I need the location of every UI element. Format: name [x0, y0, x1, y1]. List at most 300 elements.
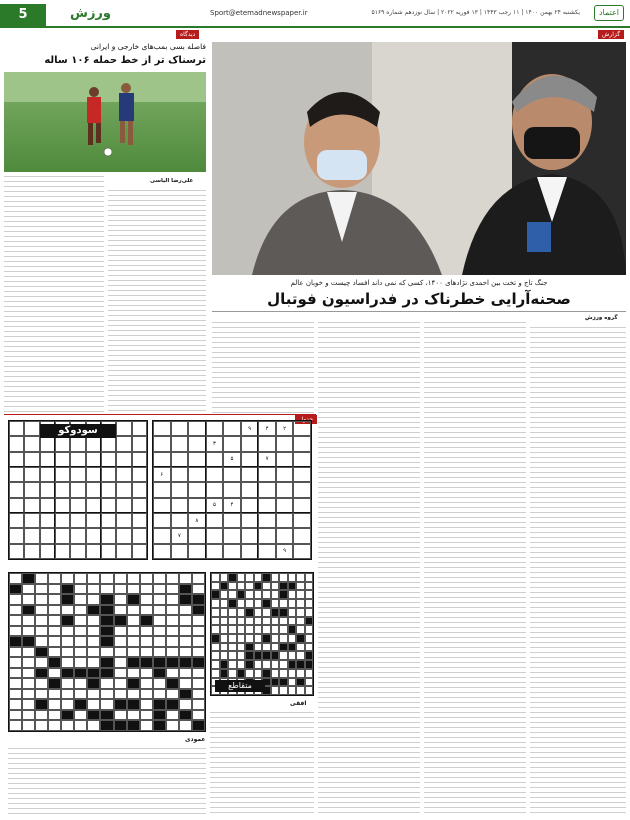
- sudoku-cell[interactable]: [241, 498, 259, 513]
- crossword-cell[interactable]: [74, 584, 87, 595]
- crossword-cell[interactable]: [192, 584, 205, 595]
- sudoku-cell[interactable]: [171, 482, 189, 497]
- crossword-cell[interactable]: [153, 710, 166, 721]
- crossword-cell[interactable]: [279, 686, 288, 695]
- sudoku-cell[interactable]: ۵: [223, 452, 241, 467]
- sudoku-cell[interactable]: [24, 452, 39, 467]
- crossword-cell[interactable]: [279, 582, 288, 591]
- sudoku-cell[interactable]: [55, 436, 70, 451]
- crossword-cell[interactable]: [153, 605, 166, 616]
- crossword-cell[interactable]: [254, 617, 263, 626]
- crossword-cell[interactable]: [271, 599, 280, 608]
- crossword-cell[interactable]: [179, 668, 192, 679]
- crossword-cell[interactable]: [237, 651, 246, 660]
- sudoku-cell[interactable]: [293, 513, 311, 528]
- crossword-cell[interactable]: [245, 651, 254, 660]
- crossword-cell[interactable]: [100, 594, 113, 605]
- crossword-cell[interactable]: [35, 626, 48, 637]
- crossword-cell[interactable]: [262, 590, 271, 599]
- crossword-cell[interactable]: [271, 669, 280, 678]
- crossword-cell[interactable]: [179, 689, 192, 700]
- crossword-cell[interactable]: [211, 617, 220, 626]
- crossword-cell[interactable]: [140, 636, 153, 647]
- crossword-cell[interactable]: [211, 573, 220, 582]
- crossword-cell[interactable]: [9, 615, 22, 626]
- sudoku-cell[interactable]: [276, 467, 294, 482]
- crossword-cell[interactable]: [166, 668, 179, 679]
- crossword-cell[interactable]: [288, 582, 297, 591]
- crossword-cell[interactable]: [9, 689, 22, 700]
- sudoku-cell[interactable]: [70, 498, 85, 513]
- crossword-cell[interactable]: [22, 689, 35, 700]
- crossword-cell[interactable]: [9, 699, 22, 710]
- crossword-cell[interactable]: [271, 643, 280, 652]
- crossword-cell[interactable]: [296, 573, 305, 582]
- crossword-cell[interactable]: [9, 594, 22, 605]
- crossword-cell[interactable]: [179, 615, 192, 626]
- sudoku-cell[interactable]: [206, 467, 224, 482]
- crossword-cell[interactable]: [254, 599, 263, 608]
- crossword-cell[interactable]: [228, 590, 237, 599]
- sudoku-cell[interactable]: [132, 482, 147, 497]
- sudoku-cell[interactable]: [258, 513, 276, 528]
- sudoku-cell[interactable]: [188, 436, 206, 451]
- crossword-cell[interactable]: [305, 625, 314, 634]
- crossword-cell[interactable]: [245, 634, 254, 643]
- sudoku-cell[interactable]: ۲: [276, 421, 294, 436]
- crossword-cell[interactable]: [61, 668, 74, 679]
- sudoku-cell[interactable]: [223, 467, 241, 482]
- crossword-cell[interactable]: [153, 699, 166, 710]
- crossword-cell[interactable]: [100, 647, 113, 658]
- crossword-cell[interactable]: [296, 643, 305, 652]
- crossword-cell[interactable]: [211, 590, 220, 599]
- sudoku-cell[interactable]: ۶: [153, 467, 171, 482]
- sudoku-cell[interactable]: [101, 498, 116, 513]
- crossword-cell[interactable]: [245, 625, 254, 634]
- sudoku-cell[interactable]: [86, 498, 101, 513]
- sudoku-cell[interactable]: [132, 436, 147, 451]
- sudoku-cell[interactable]: ۹: [241, 421, 259, 436]
- sudoku-cell[interactable]: [116, 452, 131, 467]
- crossword-cell[interactable]: [192, 657, 205, 668]
- sudoku-cell[interactable]: [132, 452, 147, 467]
- crossword-cell[interactable]: [100, 657, 113, 668]
- sudoku-cell[interactable]: [86, 452, 101, 467]
- crossword-cell[interactable]: [87, 615, 100, 626]
- crossword-cell[interactable]: [254, 669, 263, 678]
- crossword-cell[interactable]: [245, 660, 254, 669]
- crossword-cell[interactable]: [87, 710, 100, 721]
- crossword-cell[interactable]: [211, 608, 220, 617]
- crossword-cell[interactable]: [254, 625, 263, 634]
- crossword-cell[interactable]: [87, 605, 100, 616]
- sudoku-cell[interactable]: [241, 436, 259, 451]
- crossword-cell[interactable]: [220, 590, 229, 599]
- crossword-cell[interactable]: [114, 678, 127, 689]
- sudoku-cell[interactable]: [116, 436, 131, 451]
- sudoku-cell[interactable]: [70, 513, 85, 528]
- crossword-cell[interactable]: [288, 617, 297, 626]
- crossword-cell[interactable]: [237, 634, 246, 643]
- crossword-cell[interactable]: [100, 636, 113, 647]
- crossword-cell[interactable]: [35, 615, 48, 626]
- crossword-cell[interactable]: [114, 668, 127, 679]
- crossword-cell[interactable]: [74, 636, 87, 647]
- crossword-cell[interactable]: [140, 573, 153, 584]
- crossword-cell[interactable]: [140, 678, 153, 689]
- crossword-cell[interactable]: [127, 594, 140, 605]
- sudoku-cell[interactable]: [293, 544, 311, 559]
- crossword-cell[interactable]: [22, 699, 35, 710]
- sudoku-cell[interactable]: [132, 421, 147, 436]
- crossword-cell[interactable]: [237, 617, 246, 626]
- crossword-cell[interactable]: [271, 634, 280, 643]
- crossword-cell[interactable]: [220, 643, 229, 652]
- crossword-cell[interactable]: [127, 720, 140, 731]
- sudoku-cell[interactable]: ۹: [276, 544, 294, 559]
- crossword-cell[interactable]: [61, 626, 74, 637]
- crossword-cell[interactable]: [87, 689, 100, 700]
- crossword-cell[interactable]: [305, 660, 314, 669]
- crossword-cell[interactable]: [48, 626, 61, 637]
- crossword-cell[interactable]: [74, 594, 87, 605]
- crossword-cell[interactable]: [61, 636, 74, 647]
- crossword-cell[interactable]: [279, 660, 288, 669]
- crossword-cell[interactable]: [271, 686, 280, 695]
- crossword-cell[interactable]: [279, 669, 288, 678]
- crossword-cell[interactable]: [237, 625, 246, 634]
- crossword-cell[interactable]: [211, 582, 220, 591]
- sudoku-cell[interactable]: [116, 482, 131, 497]
- crossword-cell[interactable]: [288, 599, 297, 608]
- crossword-cell[interactable]: [179, 626, 192, 637]
- crossword-cell[interactable]: [74, 689, 87, 700]
- sudoku-cell[interactable]: [55, 482, 70, 497]
- sudoku-grid-right[interactable]: [152, 420, 312, 560]
- sudoku-cell[interactable]: [241, 452, 259, 467]
- crossword-cell[interactable]: [288, 608, 297, 617]
- sudoku-cell[interactable]: [293, 452, 311, 467]
- crossword-cell[interactable]: [296, 625, 305, 634]
- crossword-cell[interactable]: [22, 710, 35, 721]
- crossword-cell[interactable]: [279, 573, 288, 582]
- sudoku-cell[interactable]: [171, 498, 189, 513]
- crossword-cell[interactable]: [237, 599, 246, 608]
- sudoku-cell[interactable]: [9, 498, 24, 513]
- crossword-cell[interactable]: [192, 636, 205, 647]
- crossword-cell[interactable]: [100, 615, 113, 626]
- crossword-cell[interactable]: [211, 625, 220, 634]
- sudoku-cell[interactable]: [24, 436, 39, 451]
- crossword-cell[interactable]: [114, 573, 127, 584]
- crossword-cell[interactable]: [127, 668, 140, 679]
- sudoku-cell[interactable]: [70, 528, 85, 543]
- sudoku-cell[interactable]: [241, 544, 259, 559]
- sudoku-cell[interactable]: [276, 452, 294, 467]
- sudoku-cell[interactable]: [40, 452, 55, 467]
- crossword-cell[interactable]: [166, 573, 179, 584]
- sudoku-cell[interactable]: [116, 528, 131, 543]
- crossword-cell[interactable]: [127, 647, 140, 658]
- crossword-cell[interactable]: [153, 615, 166, 626]
- sudoku-cell[interactable]: [258, 498, 276, 513]
- sudoku-cell[interactable]: [171, 421, 189, 436]
- crossword-cell[interactable]: [305, 573, 314, 582]
- sudoku-cell[interactable]: ۵: [206, 498, 224, 513]
- sudoku-cell[interactable]: [40, 528, 55, 543]
- crossword-cell[interactable]: [179, 647, 192, 658]
- sudoku-cell[interactable]: [188, 544, 206, 559]
- crossword-cell[interactable]: [48, 657, 61, 668]
- crossword-cell[interactable]: [22, 584, 35, 595]
- crossword-cell[interactable]: [114, 720, 127, 731]
- sudoku-cell[interactable]: [188, 482, 206, 497]
- sudoku-cell[interactable]: [86, 528, 101, 543]
- sudoku-cell[interactable]: [132, 544, 147, 559]
- crossword-cell[interactable]: [127, 605, 140, 616]
- crossword-cell[interactable]: [228, 573, 237, 582]
- crossword-cell[interactable]: [166, 584, 179, 595]
- sudoku-cell[interactable]: [258, 436, 276, 451]
- crossword-cell[interactable]: [74, 573, 87, 584]
- crossword-cell[interactable]: [140, 647, 153, 658]
- crossword-cell[interactable]: [228, 669, 237, 678]
- sudoku-cell[interactable]: [55, 513, 70, 528]
- crossword-cell[interactable]: [35, 699, 48, 710]
- crossword-cell[interactable]: [61, 584, 74, 595]
- crossword-cell[interactable]: [127, 678, 140, 689]
- sudoku-cell[interactable]: [223, 544, 241, 559]
- sudoku-cell[interactable]: [188, 528, 206, 543]
- crossword-cell[interactable]: [153, 689, 166, 700]
- crossword-cell[interactable]: [305, 608, 314, 617]
- crossword-cell[interactable]: [228, 608, 237, 617]
- crossword-cell[interactable]: [254, 608, 263, 617]
- sudoku-cell[interactable]: [40, 513, 55, 528]
- crossword-cell[interactable]: [22, 678, 35, 689]
- crossword-cell[interactable]: [87, 584, 100, 595]
- crossword-cell[interactable]: [192, 678, 205, 689]
- sudoku-cell[interactable]: [258, 528, 276, 543]
- crossword-cell[interactable]: [100, 584, 113, 595]
- crossword-cell[interactable]: [22, 657, 35, 668]
- crossword-cell[interactable]: [220, 669, 229, 678]
- crossword-cell[interactable]: [87, 594, 100, 605]
- crossword-cell[interactable]: [220, 608, 229, 617]
- crossword-cell[interactable]: [166, 615, 179, 626]
- crossword-cell[interactable]: [127, 584, 140, 595]
- crossword-cell[interactable]: [245, 669, 254, 678]
- crossword-cell[interactable]: [288, 660, 297, 669]
- sudoku-cell[interactable]: ۴: [223, 498, 241, 513]
- sudoku-cell[interactable]: [86, 544, 101, 559]
- crossword-cell[interactable]: [192, 594, 205, 605]
- crossword-cell[interactable]: [228, 651, 237, 660]
- crossword-cell[interactable]: [87, 720, 100, 731]
- crossword-cell[interactable]: [127, 636, 140, 647]
- crossword-cell[interactable]: [220, 582, 229, 591]
- sudoku-cell[interactable]: [153, 421, 171, 436]
- sudoku-cell[interactable]: ۴: [258, 421, 276, 436]
- crossword-cell[interactable]: [140, 584, 153, 595]
- crossword-cell[interactable]: [127, 689, 140, 700]
- sudoku-cell[interactable]: [223, 436, 241, 451]
- crossword-cell[interactable]: [228, 634, 237, 643]
- crossword-cell[interactable]: [192, 710, 205, 721]
- sudoku-cell[interactable]: [153, 436, 171, 451]
- crossword-cell[interactable]: [9, 636, 22, 647]
- crossword-cell[interactable]: [9, 573, 22, 584]
- crossword-cell[interactable]: [127, 710, 140, 721]
- sudoku-cell[interactable]: [116, 467, 131, 482]
- crossword-cell[interactable]: [211, 651, 220, 660]
- crossword-cell[interactable]: [262, 643, 271, 652]
- sudoku-cell[interactable]: [206, 528, 224, 543]
- sudoku-cell[interactable]: [188, 452, 206, 467]
- crossword-cell[interactable]: [61, 720, 74, 731]
- crossword-cell[interactable]: [61, 710, 74, 721]
- crossword-cell[interactable]: [271, 608, 280, 617]
- crossword-cell[interactable]: [9, 668, 22, 679]
- crossword-cell[interactable]: [48, 594, 61, 605]
- crossword-cell[interactable]: [127, 699, 140, 710]
- crossword-cell[interactable]: [254, 573, 263, 582]
- sudoku-cell[interactable]: [101, 482, 116, 497]
- crossword-cell[interactable]: [296, 617, 305, 626]
- crossword-cell[interactable]: [262, 660, 271, 669]
- crossword-cell[interactable]: [9, 626, 22, 637]
- crossword-cell[interactable]: [179, 594, 192, 605]
- crossword-cell[interactable]: [254, 634, 263, 643]
- sudoku-cell[interactable]: [276, 513, 294, 528]
- crossword-cell[interactable]: [271, 573, 280, 582]
- crossword-cell[interactable]: [114, 626, 127, 637]
- crossword-cell[interactable]: [228, 599, 237, 608]
- crossword-cell[interactable]: [279, 590, 288, 599]
- crossword-cell[interactable]: [279, 678, 288, 687]
- crossword-cell[interactable]: [22, 668, 35, 679]
- sudoku-cell[interactable]: [206, 513, 224, 528]
- crossword-cell[interactable]: [35, 678, 48, 689]
- crossword-cell[interactable]: [114, 584, 127, 595]
- sudoku-cell[interactable]: [24, 498, 39, 513]
- sudoku-cell[interactable]: [276, 482, 294, 497]
- crossword-cell[interactable]: [305, 678, 314, 687]
- crossword-cell[interactable]: [279, 617, 288, 626]
- crossword-cell[interactable]: [237, 660, 246, 669]
- crossword-cell[interactable]: [279, 651, 288, 660]
- crossword-cell[interactable]: [166, 647, 179, 658]
- crossword-cell[interactable]: [220, 573, 229, 582]
- sudoku-cell[interactable]: [293, 436, 311, 451]
- crossword-cell[interactable]: [114, 710, 127, 721]
- crossword-cell[interactable]: [262, 625, 271, 634]
- crossword-cell[interactable]: [35, 668, 48, 679]
- sudoku-grid-left[interactable]: [8, 420, 148, 560]
- sudoku-cell[interactable]: [171, 544, 189, 559]
- crossword-cell[interactable]: [114, 699, 127, 710]
- crossword-cell[interactable]: [22, 647, 35, 658]
- sudoku-cell[interactable]: [132, 513, 147, 528]
- sudoku-cell[interactable]: [276, 498, 294, 513]
- sudoku-cell[interactable]: [40, 498, 55, 513]
- sudoku-cell[interactable]: [9, 482, 24, 497]
- crossword-grid[interactable]: [210, 572, 314, 696]
- crossword-cell[interactable]: [153, 668, 166, 679]
- crossword-cell[interactable]: [192, 720, 205, 731]
- sudoku-cell[interactable]: [153, 513, 171, 528]
- crossword-cell[interactable]: [262, 608, 271, 617]
- crossword-cell[interactable]: [192, 699, 205, 710]
- sudoku-cell[interactable]: [9, 467, 24, 482]
- crossword-cell[interactable]: [74, 678, 87, 689]
- crossword-cell[interactable]: [114, 615, 127, 626]
- sudoku-cell[interactable]: [293, 421, 311, 436]
- crossword-cell[interactable]: [179, 573, 192, 584]
- crossword-cell[interactable]: [22, 636, 35, 647]
- sudoku-cell[interactable]: [70, 436, 85, 451]
- sudoku-cell[interactable]: [153, 482, 171, 497]
- crossword-cell[interactable]: [114, 605, 127, 616]
- crossword-cell[interactable]: [153, 573, 166, 584]
- crossword-cell[interactable]: [262, 582, 271, 591]
- crossword-cell[interactable]: [179, 720, 192, 731]
- crossword-cell[interactable]: [140, 594, 153, 605]
- crossword-cell[interactable]: [262, 634, 271, 643]
- crossword-cell[interactable]: [254, 643, 263, 652]
- crossword-cell[interactable]: [100, 605, 113, 616]
- crossword-cell[interactable]: [245, 573, 254, 582]
- sudoku-cell[interactable]: [258, 482, 276, 497]
- crossword-cell[interactable]: [271, 678, 280, 687]
- crossword-cell[interactable]: [100, 678, 113, 689]
- sudoku-cell[interactable]: [241, 467, 259, 482]
- crossword-cell[interactable]: [296, 582, 305, 591]
- crossword-cell[interactable]: [262, 617, 271, 626]
- crossword-cell[interactable]: [305, 669, 314, 678]
- crossword-cell[interactable]: [166, 605, 179, 616]
- crossword-cell[interactable]: [192, 647, 205, 658]
- crossword-cell[interactable]: [153, 678, 166, 689]
- crossword-cell[interactable]: [262, 669, 271, 678]
- crossword-cell[interactable]: [153, 720, 166, 731]
- crossword-cell[interactable]: [153, 626, 166, 637]
- crossword-cell[interactable]: [22, 615, 35, 626]
- sudoku-cell[interactable]: [70, 467, 85, 482]
- sudoku-cell[interactable]: [171, 467, 189, 482]
- crossword-cell[interactable]: [288, 625, 297, 634]
- crossword-cell[interactable]: [305, 590, 314, 599]
- crossword-cell[interactable]: [211, 599, 220, 608]
- crossword-cell[interactable]: [305, 643, 314, 652]
- crossword-cell[interactable]: [166, 636, 179, 647]
- crossword-cell[interactable]: [100, 626, 113, 637]
- crossword-cell[interactable]: [296, 669, 305, 678]
- sudoku-cell[interactable]: [241, 513, 259, 528]
- crossword-cell[interactable]: [296, 608, 305, 617]
- sudoku-cell[interactable]: [188, 498, 206, 513]
- crossword-cell[interactable]: [220, 599, 229, 608]
- sudoku-cell[interactable]: [293, 498, 311, 513]
- crossword-cell[interactable]: [166, 678, 179, 689]
- crossword-cell[interactable]: [228, 625, 237, 634]
- crossword-cell[interactable]: [74, 647, 87, 658]
- crossword-cell[interactable]: [22, 605, 35, 616]
- crossword-cell[interactable]: [254, 660, 263, 669]
- crossword-cell[interactable]: [220, 651, 229, 660]
- crossword-cell[interactable]: [9, 678, 22, 689]
